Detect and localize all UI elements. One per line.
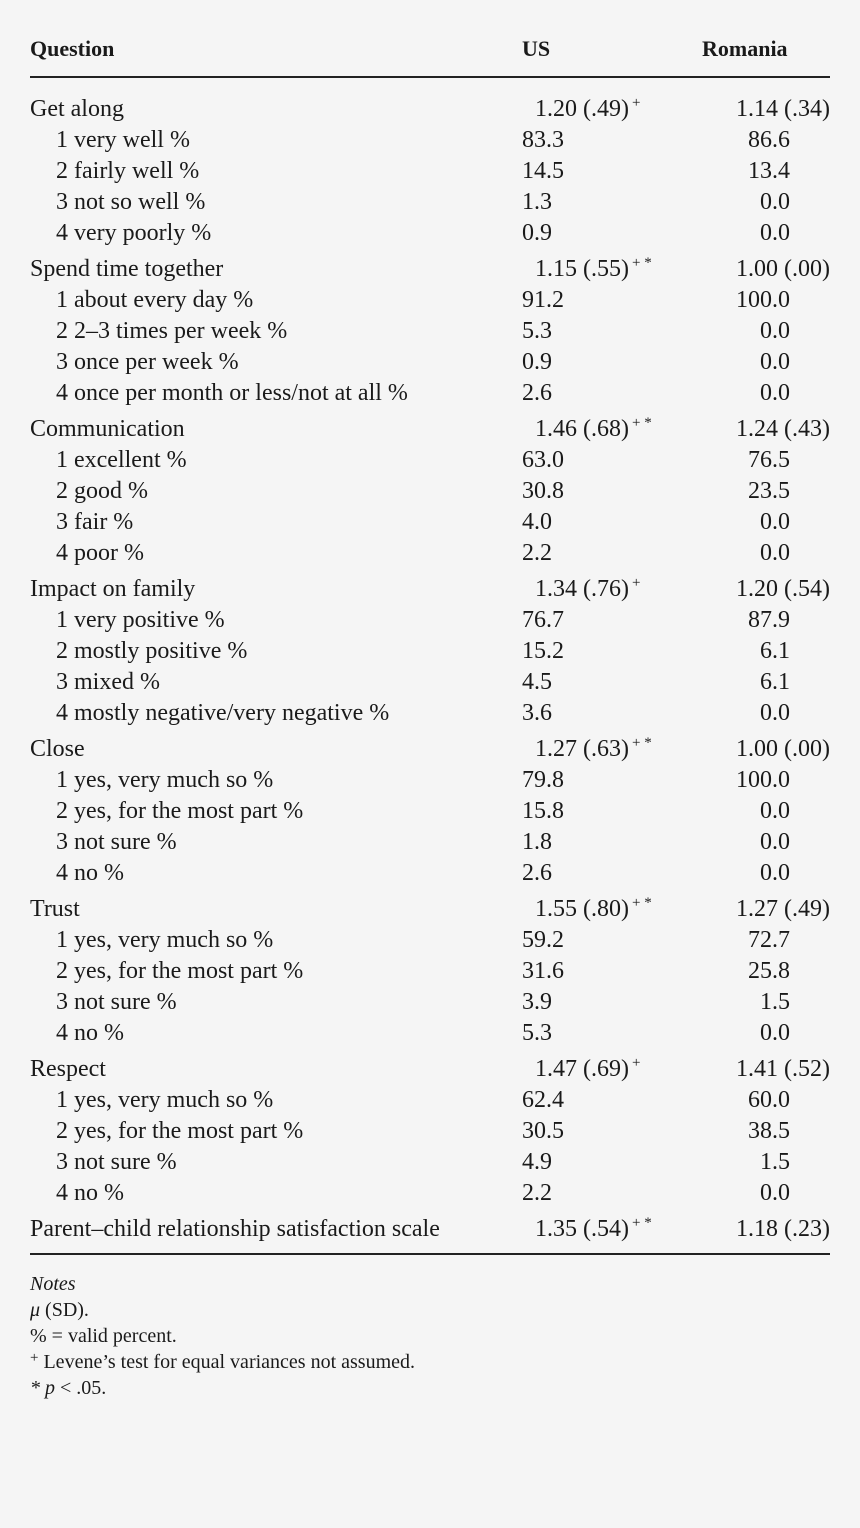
us-mean-sd: 1.47 (.69) bbox=[535, 1056, 629, 1082]
row-label: Communication bbox=[30, 416, 185, 442]
us-value bbox=[535, 414, 652, 445]
item-label: 3 not sure % bbox=[56, 829, 177, 855]
romania-percent: 0.0 bbox=[760, 700, 790, 726]
item-label: 2 good % bbox=[56, 478, 148, 504]
note-text: % = valid percent. bbox=[30, 1325, 177, 1347]
statistics-table bbox=[30, 30, 830, 1401]
us-percent: 79.8 bbox=[522, 767, 564, 793]
us-percent: 30.5 bbox=[522, 1118, 564, 1144]
row-label: Parent–child relationship satisfaction scale bbox=[30, 1216, 440, 1242]
table-row-main bbox=[30, 254, 830, 285]
table-row bbox=[30, 378, 830, 409]
table-row bbox=[30, 605, 830, 636]
item-label: 2 fairly well % bbox=[56, 158, 200, 184]
romania-percent: 0.0 bbox=[760, 1020, 790, 1046]
item-label: 1 very positive % bbox=[56, 607, 225, 633]
romania-percent: 0.0 bbox=[760, 829, 790, 855]
item-label: 4 no % bbox=[56, 1180, 124, 1206]
table-row bbox=[30, 1116, 830, 1147]
us-percent: 3.9 bbox=[522, 989, 552, 1015]
row-label: Impact on family bbox=[30, 576, 196, 602]
romania-percent: 13.4 bbox=[748, 158, 790, 184]
item-label: 3 once per week % bbox=[56, 349, 239, 375]
us-percent: 1.8 bbox=[522, 829, 552, 855]
table-row bbox=[30, 538, 830, 569]
romania-percent: 87.9 bbox=[748, 607, 790, 633]
us-percent: 4.0 bbox=[522, 509, 552, 535]
table-row-main bbox=[30, 894, 830, 925]
us-mean-sd: 1.27 (.63) bbox=[535, 736, 629, 762]
table-row bbox=[30, 827, 830, 858]
romania-percent: 0.0 bbox=[760, 1180, 790, 1206]
row-label: Respect bbox=[30, 1056, 106, 1082]
table-row-main bbox=[30, 574, 830, 605]
romania-percent: 0.0 bbox=[760, 220, 790, 246]
header-us: US bbox=[522, 36, 551, 61]
item-label: 4 very poorly % bbox=[56, 220, 212, 246]
note-line bbox=[30, 1323, 830, 1349]
us-percent: 4.5 bbox=[522, 669, 552, 695]
romania-percent: 1.5 bbox=[760, 1149, 790, 1175]
significance-mark: + bbox=[631, 95, 641, 111]
item-label: 4 no % bbox=[56, 860, 124, 886]
header-question: Question bbox=[30, 36, 115, 61]
romania-value: 1.41 (.52) bbox=[736, 1056, 830, 1082]
us-value bbox=[535, 734, 652, 765]
significance-mark: + bbox=[631, 1055, 641, 1071]
item-label: 2 2–3 times per week % bbox=[56, 318, 288, 344]
us-percent: 62.4 bbox=[522, 1087, 564, 1113]
item-label: 2 mostly positive % bbox=[56, 638, 248, 664]
note-line bbox=[30, 1297, 830, 1323]
romania-percent: 0.0 bbox=[760, 349, 790, 375]
table-row bbox=[30, 125, 830, 156]
table-row bbox=[30, 445, 830, 476]
table-row bbox=[30, 507, 830, 538]
table-notes bbox=[30, 1271, 830, 1401]
header-rule bbox=[30, 76, 830, 78]
note-line bbox=[30, 1375, 830, 1401]
us-percent: 3.6 bbox=[522, 700, 552, 726]
table-row-main bbox=[30, 414, 830, 445]
us-mean-sd: 1.55 (.80) bbox=[535, 896, 629, 922]
us-value bbox=[535, 94, 640, 125]
item-label: 4 poor % bbox=[56, 540, 144, 566]
romania-percent: 0.0 bbox=[760, 318, 790, 344]
note-mark: * p bbox=[30, 1377, 55, 1399]
us-percent: 15.8 bbox=[522, 798, 564, 824]
us-percent: 0.9 bbox=[522, 220, 552, 246]
table-section bbox=[30, 574, 830, 729]
table-row bbox=[30, 987, 830, 1018]
table-row-main bbox=[30, 94, 830, 125]
table-body bbox=[30, 94, 830, 1245]
table-row bbox=[30, 1178, 830, 1209]
item-label: 2 yes, for the most part % bbox=[56, 798, 304, 824]
item-label: 1 excellent % bbox=[56, 447, 187, 473]
table-row bbox=[30, 1018, 830, 1049]
romania-percent: 0.0 bbox=[760, 798, 790, 824]
romania-percent: 0.0 bbox=[760, 860, 790, 886]
significance-mark: + * bbox=[631, 735, 652, 751]
us-percent: 31.6 bbox=[522, 958, 564, 984]
item-label: 2 yes, for the most part % bbox=[56, 1118, 304, 1144]
row-label: Get along bbox=[30, 96, 124, 122]
us-percent: 0.9 bbox=[522, 349, 552, 375]
item-label: 3 not sure % bbox=[56, 1149, 177, 1175]
item-label: 3 not sure % bbox=[56, 989, 177, 1015]
romania-value: 1.20 (.54) bbox=[736, 576, 830, 602]
us-percent: 14.5 bbox=[522, 158, 564, 184]
item-label: 1 yes, very much so % bbox=[56, 927, 274, 953]
table-section bbox=[30, 94, 830, 249]
us-percent: 4.9 bbox=[522, 1149, 552, 1175]
table-row bbox=[30, 347, 830, 378]
significance-mark: + * bbox=[631, 415, 652, 431]
item-label: 1 very well % bbox=[56, 127, 190, 153]
item-label: 3 fair % bbox=[56, 509, 134, 535]
table-row bbox=[30, 956, 830, 987]
item-label: 3 not so well % bbox=[56, 189, 206, 215]
note-text: (SD). bbox=[40, 1299, 89, 1321]
romania-value: 1.00 (.00) bbox=[736, 736, 830, 762]
us-percent: 91.2 bbox=[522, 287, 564, 313]
table-row bbox=[30, 1147, 830, 1178]
table-row bbox=[30, 156, 830, 187]
romania-percent: 72.7 bbox=[748, 927, 790, 953]
us-mean-sd: 1.15 (.55) bbox=[535, 256, 629, 282]
row-label: Close bbox=[30, 736, 85, 762]
significance-mark: + * bbox=[631, 1215, 652, 1231]
us-percent: 2.6 bbox=[522, 380, 552, 406]
romania-percent: 38.5 bbox=[748, 1118, 790, 1144]
table-section bbox=[30, 414, 830, 569]
romania-percent: 23.5 bbox=[748, 478, 790, 504]
table-row-main bbox=[30, 1214, 830, 1245]
table-row bbox=[30, 476, 830, 507]
us-percent: 63.0 bbox=[522, 447, 564, 473]
significance-mark: + * bbox=[631, 895, 652, 911]
romania-percent: 0.0 bbox=[760, 189, 790, 215]
table-row bbox=[30, 858, 830, 889]
significance-mark: + * bbox=[631, 255, 652, 271]
us-value bbox=[535, 254, 652, 285]
us-value bbox=[535, 574, 640, 605]
us-percent: 1.3 bbox=[522, 189, 552, 215]
note-mark: + bbox=[30, 1350, 39, 1366]
table-row-main bbox=[30, 1054, 830, 1085]
romania-percent: 100.0 bbox=[736, 767, 790, 793]
note-line bbox=[30, 1349, 830, 1375]
us-percent: 2.2 bbox=[522, 540, 552, 566]
us-percent: 2.2 bbox=[522, 1180, 552, 1206]
item-label: 4 once per month or less/not at all % bbox=[56, 380, 408, 406]
us-percent: 30.8 bbox=[522, 478, 564, 504]
item-label: 2 yes, for the most part % bbox=[56, 958, 304, 984]
romania-percent: 0.0 bbox=[760, 380, 790, 406]
item-label: 4 mostly negative/very negative % bbox=[56, 700, 390, 726]
note-text: Levene’s test for equal variances not assumed. bbox=[38, 1351, 416, 1373]
table-row bbox=[30, 285, 830, 316]
table-row bbox=[30, 667, 830, 698]
table-section bbox=[30, 1054, 830, 1209]
item-label: 3 mixed % bbox=[56, 669, 160, 695]
item-label: 1 about every day % bbox=[56, 287, 254, 313]
us-percent: 5.3 bbox=[522, 318, 552, 344]
us-value bbox=[535, 1054, 640, 1085]
romania-value: 1.27 (.49) bbox=[736, 896, 830, 922]
romania-percent: 1.5 bbox=[760, 989, 790, 1015]
header-romania: Romania bbox=[702, 36, 788, 61]
romania-percent: 6.1 bbox=[760, 669, 790, 695]
us-percent: 15.2 bbox=[522, 638, 564, 664]
table-row-main bbox=[30, 734, 830, 765]
table-section bbox=[30, 894, 830, 1049]
romania-percent: 6.1 bbox=[760, 638, 790, 664]
us-mean-sd: 1.34 (.76) bbox=[535, 576, 629, 602]
romania-percent: 60.0 bbox=[748, 1087, 790, 1113]
us-mean-sd: 1.20 (.49) bbox=[535, 96, 629, 122]
us-mean-sd: 1.46 (.68) bbox=[535, 416, 629, 442]
romania-percent: 76.5 bbox=[748, 447, 790, 473]
romania-percent: 0.0 bbox=[760, 509, 790, 535]
table-row bbox=[30, 796, 830, 827]
us-value bbox=[535, 894, 652, 925]
romania-percent: 0.0 bbox=[760, 540, 790, 566]
us-percent: 2.6 bbox=[522, 860, 552, 886]
romania-value: 1.18 (.23) bbox=[736, 1216, 830, 1242]
table-section bbox=[30, 1214, 830, 1245]
romania-value: 1.14 (.34) bbox=[736, 96, 830, 122]
notes-title: Notes bbox=[30, 1273, 76, 1295]
table-row bbox=[30, 698, 830, 729]
footer-rule bbox=[30, 1253, 830, 1255]
table-section bbox=[30, 254, 830, 409]
note-mark: μ bbox=[30, 1299, 41, 1321]
us-percent: 59.2 bbox=[522, 927, 564, 953]
item-label: 1 yes, very much so % bbox=[56, 1087, 274, 1113]
romania-value: 1.24 (.43) bbox=[736, 416, 830, 442]
us-percent: 5.3 bbox=[522, 1020, 552, 1046]
item-label: 1 yes, very much so % bbox=[56, 767, 274, 793]
romania-value: 1.00 (.00) bbox=[736, 256, 830, 282]
romania-percent: 25.8 bbox=[748, 958, 790, 984]
table-row bbox=[30, 316, 830, 347]
table-section bbox=[30, 734, 830, 889]
table-row bbox=[30, 765, 830, 796]
item-label: 4 no % bbox=[56, 1020, 124, 1046]
table-row bbox=[30, 218, 830, 249]
table-header bbox=[30, 30, 830, 76]
row-label: Spend time together bbox=[30, 256, 224, 282]
us-percent: 83.3 bbox=[522, 127, 564, 153]
table-row bbox=[30, 187, 830, 218]
significance-mark: + bbox=[631, 575, 641, 591]
row-label: Trust bbox=[30, 896, 80, 922]
note-text: < .05. bbox=[55, 1377, 107, 1399]
romania-percent: 100.0 bbox=[736, 287, 790, 313]
table-row bbox=[30, 1085, 830, 1116]
table-row bbox=[30, 925, 830, 956]
us-percent: 76.7 bbox=[522, 607, 564, 633]
romania-percent: 86.6 bbox=[748, 127, 790, 153]
table-row bbox=[30, 636, 830, 667]
us-value bbox=[535, 1214, 652, 1245]
us-mean-sd: 1.35 (.54) bbox=[535, 1216, 629, 1242]
